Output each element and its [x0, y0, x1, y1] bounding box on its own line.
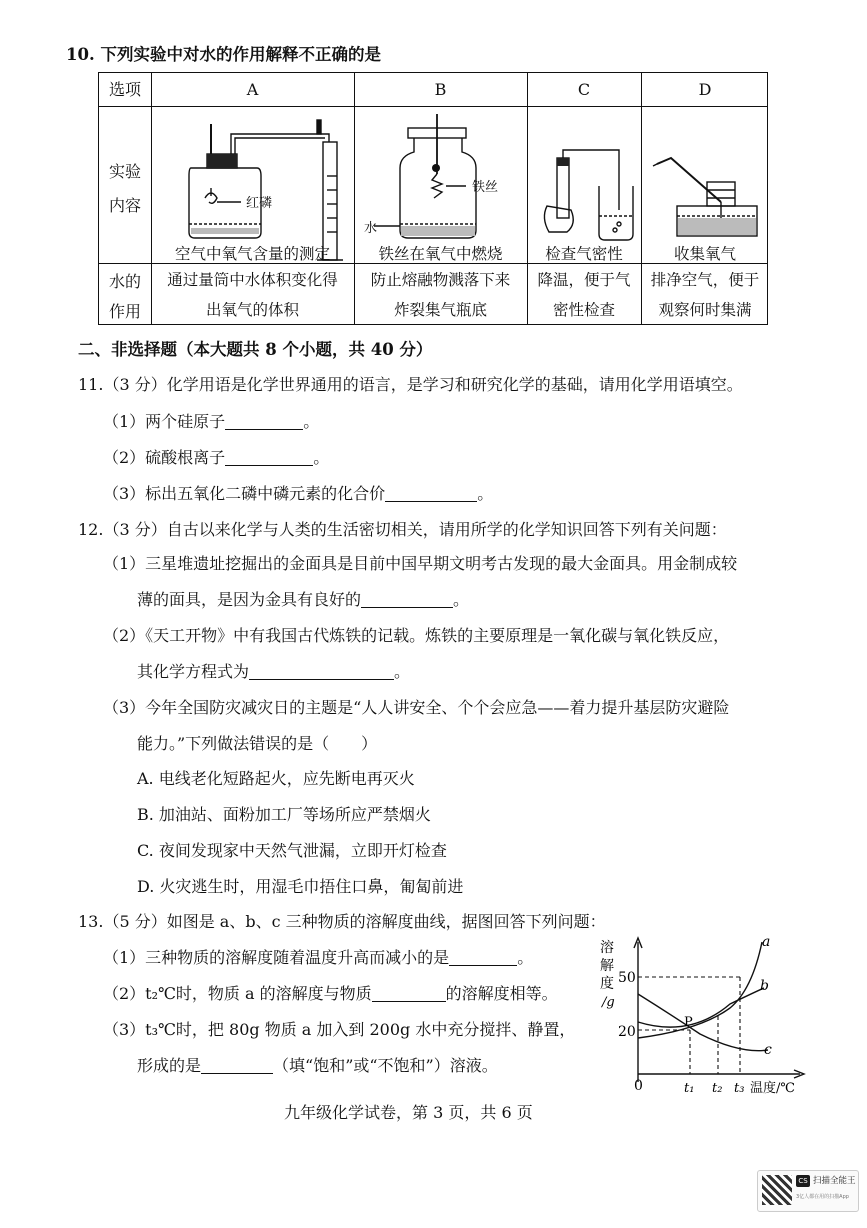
- watermark-subtitle: 3亿人都在用的扫描App: [796, 1194, 849, 1200]
- q12-item-2-line1: （2）《天工开物》中有我国古代炼铁的记载。炼铁的主要原理是一氧化碳与氧化铁反应，: [103, 626, 730, 645]
- q11-item-text: （2）硫酸根离子: [103, 448, 226, 467]
- answer-blank[interactable]: [372, 985, 446, 1002]
- experiment-d-cell: [641, 106, 769, 263]
- apparatus-d-illustration: [641, 106, 769, 263]
- origin-label: 0: [634, 1078, 643, 1094]
- apparatus-c-illustration: [527, 106, 641, 263]
- q13-item-text: 形成的是: [137, 1056, 202, 1075]
- q10-table: [98, 72, 768, 325]
- caption-c: 检查气密性: [545, 245, 623, 263]
- q12-stem: 12.（3 分）自古以来化学与人类的生活密切相关，请用所学的化学知识回答下列有关问题：: [78, 520, 727, 539]
- water-role-line: 防止熔融物溅落下来: [370, 271, 511, 289]
- q11-item-2: [103, 445, 329, 468]
- q12-item-1-line2: [137, 587, 469, 610]
- answer-blank[interactable]: [249, 663, 394, 680]
- caption-d: 收集氧气: [673, 245, 736, 263]
- experiment-c-cell: [527, 106, 641, 263]
- y-tick-20: 20: [618, 1024, 636, 1040]
- section-heading: 二、非选择题（本大题共 8 个小题，共 40 分）: [78, 340, 433, 359]
- x-tick-t3: t₃: [734, 1081, 745, 1096]
- y-label-unit: /g: [602, 995, 615, 1010]
- water-role-line: 排净空气，便于: [650, 271, 760, 289]
- curve-b: [638, 988, 764, 1027]
- experiment-a-cell: [151, 106, 354, 263]
- q13-stem: 13.（5 分）如图是 a、b、c 三种物质的溶解度曲线，据图回答下列问题：: [78, 912, 606, 931]
- water-role-line: 密性检查: [552, 301, 615, 319]
- row-label-line: 内容: [108, 196, 141, 215]
- y-label-char: 解: [600, 958, 614, 974]
- q13-item-3-line1: （3）t₃℃时，把 80g 物质 a 加入到 200g 水中充分搅拌、静置，: [103, 1020, 576, 1039]
- water-role-c: [527, 265, 641, 325]
- choice-a: A. 电线老化短路起火，应先断电再灭火: [137, 769, 415, 788]
- q12-item-3-line2: 能力。”下列做法错误的是（ ）: [137, 734, 378, 753]
- experiment-b-cell: [354, 106, 527, 263]
- header-option-label: 选项: [108, 80, 141, 99]
- header-option-d: D: [698, 80, 712, 99]
- q11-item-1: [103, 409, 319, 432]
- x-tick-t1: t₁: [684, 1081, 695, 1096]
- row-label-line: 实验: [108, 162, 141, 181]
- series-label-a: a: [762, 934, 771, 950]
- label-red-phosphorus: 红磷: [246, 196, 273, 211]
- answer-blank[interactable]: [385, 485, 477, 502]
- q13-item-2: [103, 981, 558, 1004]
- water-role-b: [354, 265, 527, 325]
- answer-blank[interactable]: [225, 413, 303, 430]
- q11-item-text: （1）两个硅原子: [103, 412, 226, 431]
- q13-item-text: 。: [517, 948, 534, 967]
- q11-item-text: 。: [303, 412, 320, 431]
- watermark-brand: 扫描全能王: [813, 1176, 856, 1186]
- row-water-role-label: [99, 267, 151, 327]
- apparatus-b-illustration: [354, 106, 527, 263]
- water-role-line: 降温，便于气: [537, 271, 631, 289]
- page-footer: 九年级化学试卷，第 3 页，共 6 页: [284, 1103, 533, 1122]
- q13-item-text: （2）t₂℃时，物质 a 的溶解度与物质: [103, 984, 372, 1003]
- x-tick-t2: t₂: [712, 1081, 723, 1096]
- x-axis-label: 温度/℃: [750, 1081, 795, 1096]
- choice-c: C. 夜间发现家中天然气泄漏，立即开灯检查: [137, 841, 447, 860]
- answer-blank[interactable]: [225, 449, 313, 466]
- point-p-label: P: [684, 1015, 693, 1030]
- qr-code-icon: [762, 1175, 792, 1205]
- q13-item-3-line2: [137, 1053, 498, 1076]
- choice-b: B. 加油站、面粉加工厂等场所应严禁烟火: [137, 805, 431, 824]
- y-label-char: 度: [600, 976, 614, 992]
- answer-blank[interactable]: [201, 1057, 273, 1074]
- water-role-a: [151, 265, 354, 325]
- water-role-line: 炸裂集气瓶底: [393, 301, 487, 319]
- scanner-watermark: [757, 1170, 859, 1212]
- q11-item-3: [103, 481, 493, 504]
- water-role-d: [641, 265, 769, 325]
- choice-d: D. 火灾逃生时，用湿毛巾捂住口鼻，匍匐前进: [137, 877, 464, 896]
- q12-item-1-line1: （1）三星堆遗址挖掘出的金面具是目前中国早期文明考古发现的最大金面具。用金制成较: [103, 554, 738, 573]
- q11-stem: 11.（3 分）化学用语是化学世界通用的语言，是学习和研究化学的基础，请用化学用语填空。: [78, 375, 743, 394]
- label-water: 水: [364, 221, 378, 236]
- q12-item-3-line1: （3）今年全国防灾减灾日的主题是“人人讲安全、个个会应急——着力提升基层防灾避险: [103, 698, 730, 717]
- q13-item-text: （1）三种物质的溶解度随着温度升高而减小的是: [103, 948, 450, 967]
- water-role-line: 出氧气的体积: [205, 301, 299, 319]
- caption-a: 空气中氧气含量的测定: [174, 245, 330, 263]
- header-option-b: B: [434, 80, 447, 99]
- header-option-c: C: [577, 80, 591, 99]
- header-option-a: A: [246, 80, 259, 99]
- cs-badge-icon: CS: [796, 1175, 810, 1187]
- row-label-line: 水的: [108, 272, 141, 291]
- q12-item-text: 其化学方程式为: [137, 662, 250, 681]
- caption-b: 铁丝在氧气中燃烧: [378, 245, 503, 263]
- series-label-c: c: [764, 1042, 772, 1058]
- solubility-chart: [590, 930, 815, 1095]
- row-label-line: 作用: [108, 302, 141, 321]
- q12-item-text: 。: [394, 662, 411, 681]
- water-role-line: 观察何时集满: [658, 301, 752, 319]
- q11-item-text: 。: [477, 484, 494, 503]
- answer-blank[interactable]: [449, 949, 517, 966]
- q12-item-text: 。: [453, 590, 470, 609]
- series-label-b: b: [760, 978, 769, 994]
- q13-item-text: 的溶解度相等。: [445, 984, 558, 1003]
- q13-item-1: [103, 945, 533, 968]
- q12-item-2-line2: [137, 659, 410, 682]
- q12-item-text: 薄的面具，是因为金具有良好的: [137, 590, 362, 609]
- label-iron-wire: 铁丝: [472, 180, 499, 195]
- q11-item-text: （3）标出五氧化二磷中磷元素的化合价: [103, 484, 386, 503]
- water-role-line: 通过量筒中水体积变化得: [167, 271, 338, 289]
- q10-title: 10. 下列实验中对水的作用解释不正确的是: [66, 45, 381, 64]
- q11-item-text: 。: [313, 448, 330, 467]
- curve-a: [638, 942, 762, 1038]
- apparatus-a-illustration: [151, 106, 354, 263]
- y-label-char: 溶: [600, 940, 614, 956]
- y-tick-50: 50: [618, 970, 636, 986]
- q13-item-text: （填“饱和”或“不饱和”）溶液。: [273, 1056, 498, 1075]
- answer-blank[interactable]: [361, 591, 453, 608]
- row-experiment-label: [99, 155, 151, 223]
